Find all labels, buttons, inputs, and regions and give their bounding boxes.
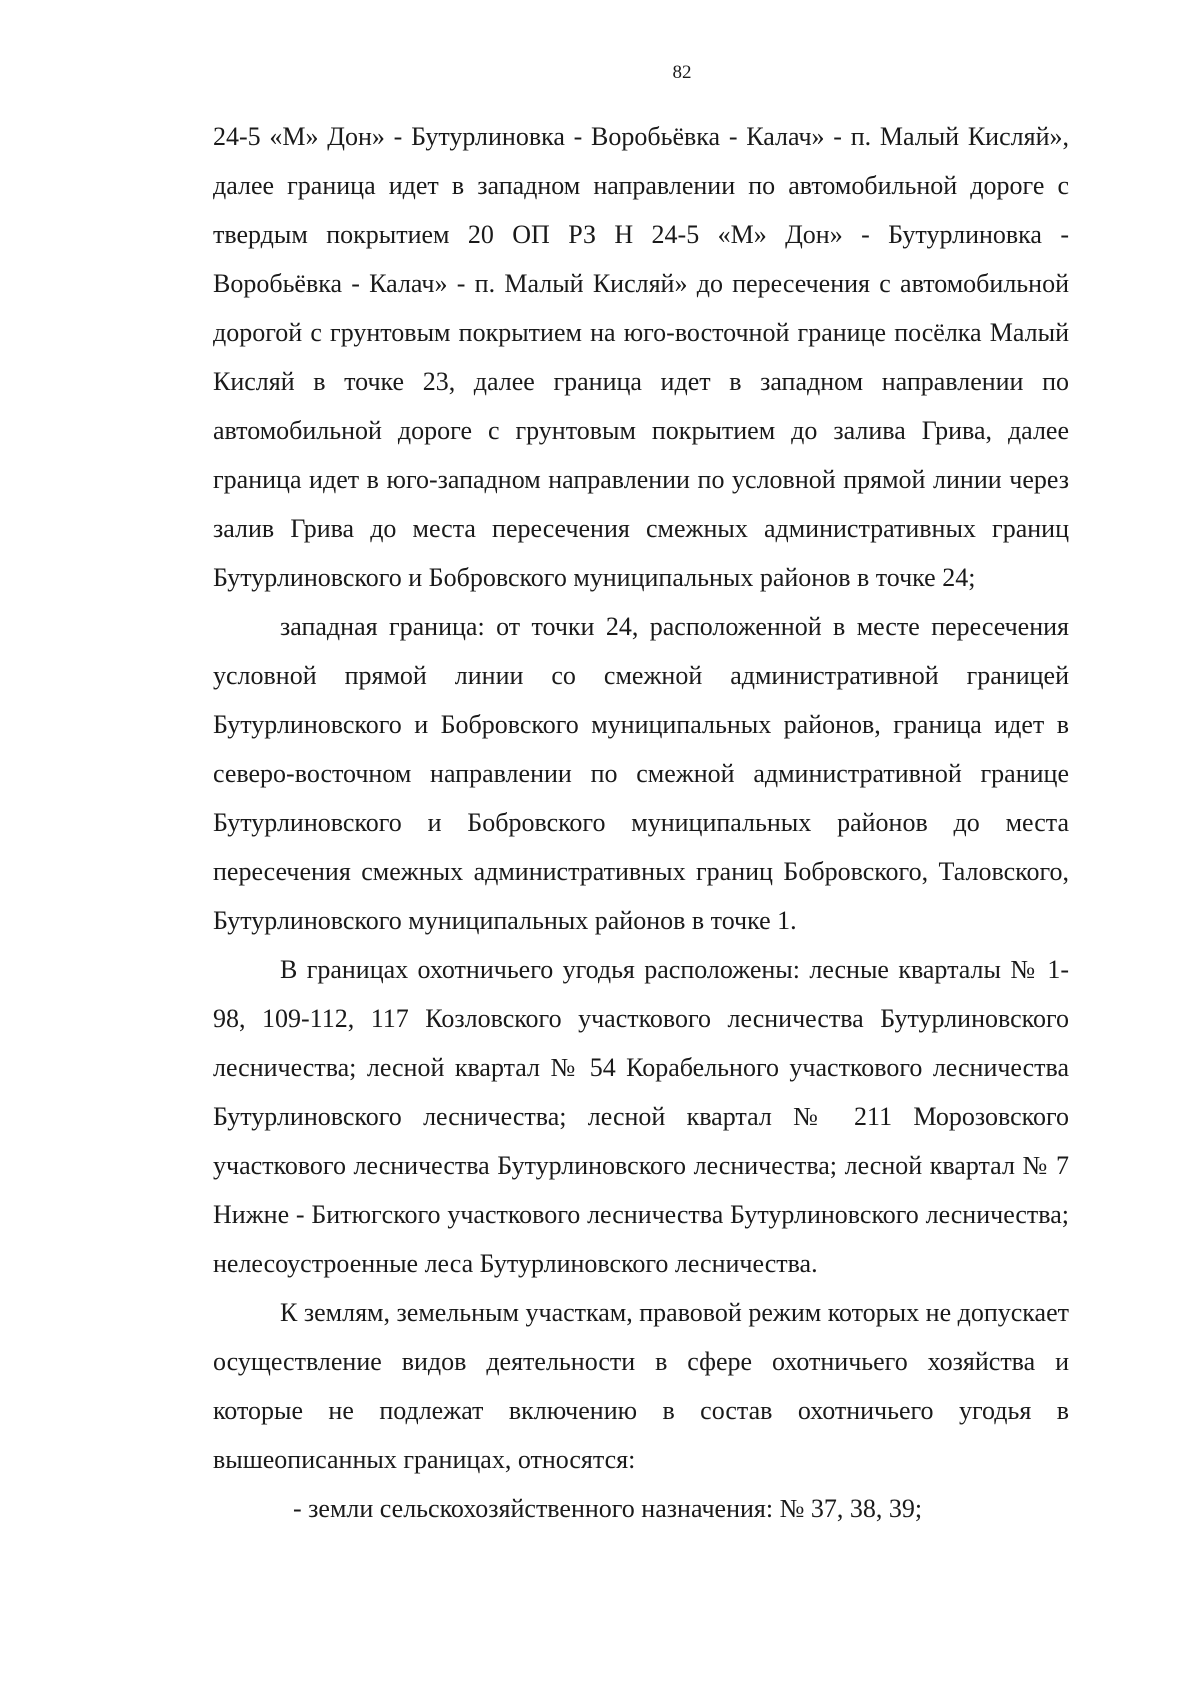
paragraph-boundary-continuation: 24-5 «М» Дон» - Бутурлиновка - Воробьёвка - Калач» - п. Малый Кисляй», далее граница идет в западном направлении по автомобильной дороге с твердым покрытием 20 ОП РЗ Н 24-5 «М» Дон» - Бутурлиновка - Воробьёвка - Калач» - п. Малый Кисляй» до пересечения с автомобильной дорогой с грунтовым покрытием на юго-восточной границе посёлка Малый Кисляй в точке 23, далее граница идет в западном направлении по автомобильной дороге с грунтовым покрытием до залива Грива, далее граница идет в юго-западном направлении по условной прямой линии через залив Грива до места пересечения смежных административных границ Бутурлиновского и Бобровского муниципальных районов в точке 24;: [213, 122, 1069, 592]
page-number: [0, 62, 1200, 84]
page-number-text: 82: [672, 62, 692, 83]
document-body: [213, 112, 1069, 1533]
paragraph-forest-quarters: В границах охотничьего угодья расположены: лесные кварталы № 1-98, 109-112, 117 Козловского участкового лесничества Бутурлиновского лесничества; лесной квартал № 54 Корабельного участкового лесничества Бутурлиновского лесничества; лесной квартал № 211 Морозовского участкового лесничества Бутурлиновского лесничества; лесной квартал № 7 Нижне - Битюгского участкового лесничества Бутурлиновского лесничества; нелесоустроенные леса Бутурлиновского лесничества.: [213, 955, 1069, 1278]
paragraph-excluded-lands: К землям, земельным участкам, правовой режим которых не допускает осуществление видов деятельности в сфере охотничьего хозяйства и которые не подлежат включению в состав охотничьего угодья в вышеописанных границах, относятся:: [213, 1298, 1069, 1474]
paragraph-western-boundary: западная граница: от точки 24, расположенной в месте пересечения условной прямой линии со смежной административной границей Бутурлиновского и Бобровского муниципальных районов, граница идет в северо-восточном направлении по смежной административной границе Бутурлиновского и Бобровского муниципальных районов до места пересечения смежных административных границ Бобровского, Таловского, Бутурлиновского муниципальных районов в точке 1.: [213, 612, 1069, 935]
list-item-agricultural-lands: - земли сельскохозяйственного назначения: № 37, 38, 39;: [293, 1494, 923, 1523]
